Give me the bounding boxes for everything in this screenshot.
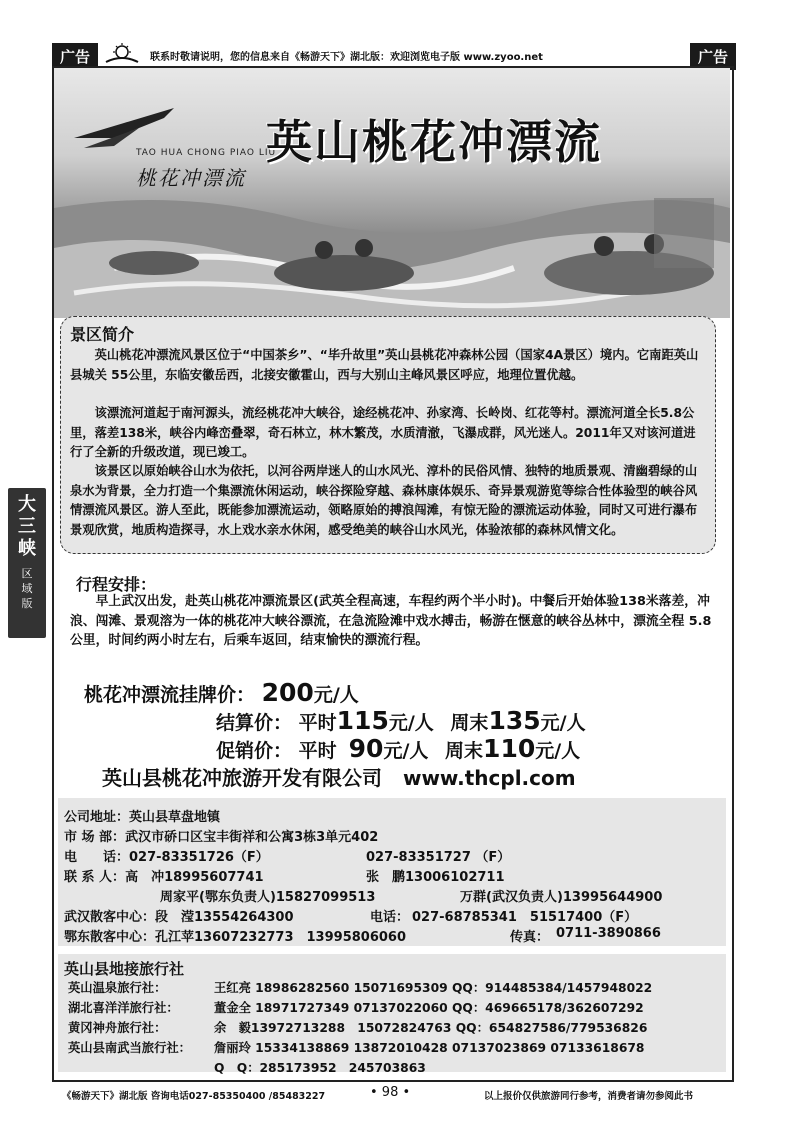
wuhan-center-row — [64, 906, 638, 925]
phone-2: 027-83351727 （F） — [366, 850, 511, 865]
settle-weekend-label: 周末 — [450, 712, 489, 734]
phone-1: 027-83351726（F） — [129, 850, 269, 865]
person-row-2 — [160, 886, 663, 905]
side-tab-subtitle: 区域版 — [21, 567, 33, 610]
phone-row — [64, 846, 511, 865]
footer-right: 以上报价仅供旅游同行参考，消费者请勿参阅此书 — [484, 1091, 694, 1102]
agency-info: 董金全 18971727349 07137022060 QQ：469665178/362607292 — [214, 1001, 644, 1015]
promo-weekend-label: 周末 — [445, 740, 484, 762]
itinerary-heading: 行程安排： — [76, 575, 157, 594]
settle-weekend-unit: 元/人 — [540, 712, 586, 734]
person-label: 联 系 人： — [64, 870, 126, 885]
region-side-tab — [8, 488, 46, 638]
company-line — [102, 762, 576, 791]
side-tab-title: 大三峡 — [18, 494, 36, 559]
promo-weekend-value: 110 — [483, 734, 536, 763]
person-row — [64, 866, 505, 885]
intro-paragraph-2: 该漂流河道起于南河源头，流经桃花冲大峡谷，途经桃花冲、孙家湾、长岭岗、红花等村。漂流河道全长5.8公里，落差138米，峡谷内峰峦叠翠，奇石林立，林木繁茂，水质清澈，飞瀑成群，风光迷人。2011年又对该河道进行了全新的升级改道，现已竣工。 — [70, 406, 696, 459]
agency-info: 王红亮 18986282560 15071695309 QQ：914485384/1457948022 — [214, 981, 653, 995]
settle-weekday-value: 115 — [336, 706, 389, 735]
market-row — [64, 826, 378, 845]
settle-weekday-label: 平时 — [298, 712, 337, 734]
promo-weekend-unit: 元/人 — [535, 740, 581, 762]
person-4: 万群(武汉负责人)13995644900 — [460, 890, 663, 905]
settle-price-line — [216, 706, 586, 735]
hero-title: 英山桃花冲漂流 — [266, 115, 602, 169]
agency-name: 英山温泉旅行社： — [68, 981, 167, 995]
agency-info: Q Q：285173952 245703863 — [214, 1061, 426, 1075]
address-row — [64, 806, 220, 825]
intro-paragraph-3: 该景区以原始峡谷山水为依托，以河谷两岸迷人的山水风光、淳朴的民俗风情、独特的地质景观、清幽碧绿的山泉水为背景，全力打造一个集漂流休闲运动，峡谷探险穿越、森林康体娱乐、奇异景观游览等综合性体验型的峡谷风情漂流风景区。游人至此，既能参加漂流运动，领略原始的搏浪闯滩，有惊无险的漂流运动体验，同时又可进行瀑布景观欣赏，地质构造探寻，水上戏水亲水休闲，感受绝美的峡谷山水风光，体验浓郁的森林风情文化。 — [70, 464, 698, 537]
agency-info: 詹丽玲 15334138869 13872010428 07137023869 07133618678 — [214, 1041, 645, 1055]
page-number: • 98 • — [370, 1085, 411, 1100]
person-2: 张 鹏13006102711 — [366, 870, 505, 885]
agency-row — [68, 978, 652, 996]
hero-pinyin: TAO HUA CHONG PIAO LIU — [136, 148, 277, 158]
edong-center-row — [64, 926, 661, 945]
wuhan-tel: 027-68785341 51517400（F） — [412, 910, 638, 925]
agency-row — [68, 998, 644, 1016]
list-price-label: 桃花冲漂流挂牌价： — [84, 684, 256, 706]
wuhan-center-contact: 段 滢13554264300 — [155, 910, 294, 925]
promo-weekday-unit: 元/人 — [383, 740, 429, 762]
settle-weekend-value: 135 — [488, 706, 541, 735]
agency-row — [68, 1038, 645, 1056]
agency-row — [68, 1018, 647, 1036]
ad-tag-left: 广告 — [52, 43, 98, 70]
itinerary-text: 早上武汉出发，赴英山桃花冲漂流景区(武英全程高速，车程约两个半小时)。中餐后开始体验138米落差，冲浪、闯滩、景观溶为一体的桃花冲大峡谷漂流，在急流险滩中戏水搏击，畅游在惬意的峡谷丛林中，漂流全程 5.8公里，时间约两小时左右，后乘车返回，结束愉快的漂流行程。 — [70, 594, 712, 648]
list-price-line — [84, 678, 359, 707]
market-label: 市 场 部： — [64, 830, 126, 845]
promo-weekday-value: 90 — [348, 734, 384, 763]
list-price-value: 200 — [261, 678, 314, 707]
promo-price-line — [216, 734, 580, 763]
edong-center-label: 鄂东散客中心： — [64, 930, 156, 945]
wuhan-tel-label: 电话： — [370, 910, 410, 925]
intro-heading: 景区简介 — [70, 325, 135, 344]
header-notice: 联系时敬请说明，您的信息来自《畅游天下》湖北版：欢迎浏览电子版 www.zyoo.net — [150, 52, 543, 63]
market-value: 武汉市硚口区宝丰街祥和公寓3栋3单元402 — [125, 830, 379, 845]
brand-logo-icon — [102, 42, 142, 66]
agency-name: 黄冈神舟旅行社： — [68, 1021, 167, 1035]
agency-info: 余 毅13972713288 15072824763 QQ：654827586/779536826 — [214, 1021, 648, 1035]
person-1: 高 冲18995607741 — [125, 870, 264, 885]
edong-center-contact: 孔江苹13607232773 13995806060 — [155, 930, 407, 945]
wuhan-center-label: 武汉散客中心： — [64, 910, 156, 925]
local-agency-heading: 英山县地接旅行社 — [64, 960, 185, 978]
edong-fax-label: 传真： — [510, 930, 550, 945]
agency-name: 英山县南武当旅行社： — [68, 1041, 191, 1055]
ad-tag-right: 广告 — [690, 43, 736, 70]
settle-price-label: 结算价： — [216, 712, 293, 734]
agency-name: 湖北喜洋洋旅行社： — [68, 1001, 179, 1015]
promo-price-label: 促销价： — [216, 740, 293, 762]
person-3: 周家平(鄂东负责人)15827099513 — [160, 890, 376, 905]
address-value: 英山县草盘地镇 — [129, 810, 221, 825]
hero-script-logo: 桃花冲漂流 — [136, 166, 246, 190]
address-label: 公司地址： — [64, 810, 130, 825]
footer-left: 《畅游天下》湖北版 咨询电话027-85350400 /85483227 — [62, 1091, 326, 1102]
settle-weekday-unit: 元/人 — [388, 712, 434, 734]
company-url[interactable]: www.thcpl.com — [402, 766, 576, 790]
edong-fax: 0711-3890866 — [556, 926, 661, 941]
agency-row — [68, 1058, 426, 1076]
intro-paragraph-1: 英山桃花冲漂流风景区位于“中国茶乡”、“毕升故里”英山县桃花冲森林公园（国家4A景区）境内。它南距英山县城关 55公里，东临安徽岳西，北接安徽霍山，西与大别山主峰风景区呼应，地理位置优越。 — [70, 348, 699, 382]
phone-label: 电 话： — [64, 850, 130, 865]
promo-weekday-label: 平时 — [298, 740, 337, 762]
company-name: 英山县桃花冲旅游开发有限公司 — [102, 766, 382, 790]
hero-banner — [54, 68, 730, 318]
list-price-unit: 元/人 — [313, 684, 359, 706]
